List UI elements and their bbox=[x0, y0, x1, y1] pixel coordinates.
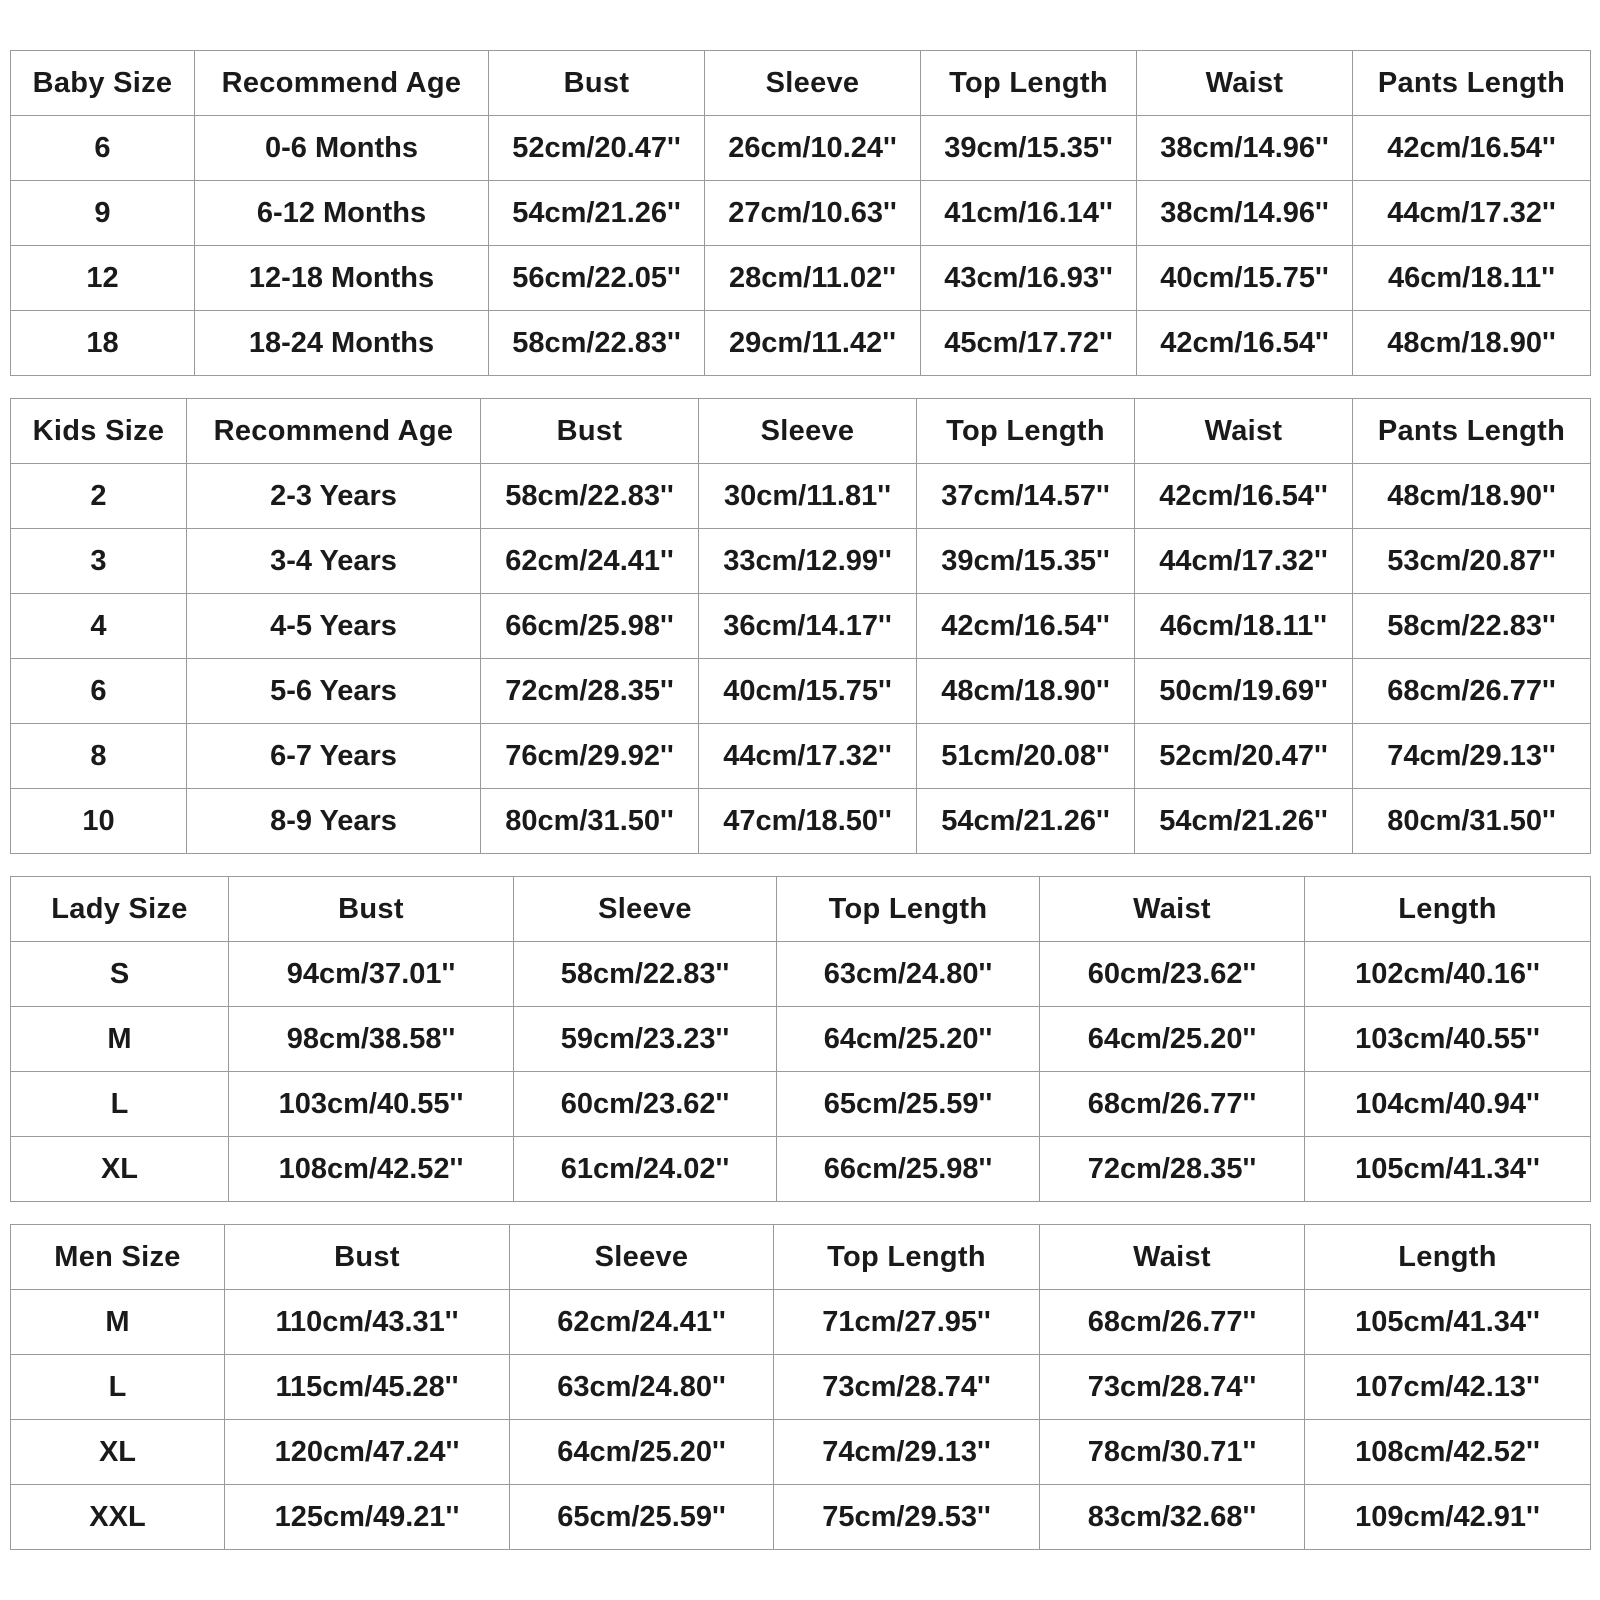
table-row bbox=[11, 1420, 1591, 1485]
column-header: Recommend Age bbox=[195, 51, 489, 116]
column-header: Sleeve bbox=[514, 877, 777, 942]
measurement-cell: 28cm/11.02'' bbox=[705, 246, 921, 311]
measurement-cell: 105cm/41.34'' bbox=[1305, 1290, 1591, 1355]
measurement-cell: 43cm/16.93'' bbox=[921, 246, 1137, 311]
measurement-cell: 36cm/14.17'' bbox=[699, 594, 917, 659]
measurement-cell: 42cm/16.54'' bbox=[917, 594, 1135, 659]
baby-size-table bbox=[10, 50, 1591, 376]
measurement-cell: 52cm/20.47'' bbox=[1135, 724, 1353, 789]
size-cell: 6 bbox=[11, 116, 195, 181]
measurement-cell: 52cm/20.47'' bbox=[489, 116, 705, 181]
table-row bbox=[11, 181, 1591, 246]
measurement-cell: 60cm/23.62'' bbox=[514, 1072, 777, 1137]
table-row bbox=[11, 1072, 1591, 1137]
measurement-cell: 42cm/16.54'' bbox=[1353, 116, 1591, 181]
measurement-cell: 102cm/40.16'' bbox=[1305, 942, 1591, 1007]
measurement-cell: 38cm/14.96'' bbox=[1137, 116, 1353, 181]
measurement-cell: 104cm/40.94'' bbox=[1305, 1072, 1591, 1137]
measurement-cell: 29cm/11.42'' bbox=[705, 311, 921, 376]
measurement-cell: 115cm/45.28'' bbox=[225, 1355, 510, 1420]
measurement-cell: 62cm/24.41'' bbox=[510, 1290, 774, 1355]
lady-size-table bbox=[10, 876, 1591, 1202]
measurement-cell: 68cm/26.77'' bbox=[1353, 659, 1591, 724]
size-cell: L bbox=[11, 1072, 229, 1137]
column-header: Sleeve bbox=[699, 399, 917, 464]
measurement-cell: 64cm/25.20'' bbox=[510, 1420, 774, 1485]
size-cell: 8 bbox=[11, 724, 187, 789]
size-cell: 18 bbox=[11, 311, 195, 376]
measurement-cell: 74cm/29.13'' bbox=[774, 1420, 1040, 1485]
measurement-cell: 98cm/38.58'' bbox=[229, 1007, 514, 1072]
size-cell: 6 bbox=[11, 659, 187, 724]
size-cell: 12 bbox=[11, 246, 195, 311]
measurement-cell: 6-12 Months bbox=[195, 181, 489, 246]
measurement-cell: 120cm/47.24'' bbox=[225, 1420, 510, 1485]
measurement-cell: 44cm/17.32'' bbox=[1135, 529, 1353, 594]
column-header: Sleeve bbox=[510, 1225, 774, 1290]
measurement-cell: 94cm/37.01'' bbox=[229, 942, 514, 1007]
measurement-cell: 58cm/22.83'' bbox=[1353, 594, 1591, 659]
table-row bbox=[11, 724, 1591, 789]
measurement-cell: 37cm/14.57'' bbox=[917, 464, 1135, 529]
measurement-cell: 44cm/17.32'' bbox=[1353, 181, 1591, 246]
column-header: Pants Length bbox=[1353, 51, 1591, 116]
measurement-cell: 66cm/25.98'' bbox=[481, 594, 699, 659]
measurement-cell: 64cm/25.20'' bbox=[1040, 1007, 1305, 1072]
measurement-cell: 103cm/40.55'' bbox=[1305, 1007, 1591, 1072]
measurement-cell: 39cm/15.35'' bbox=[921, 116, 1137, 181]
measurement-cell: 72cm/28.35'' bbox=[1040, 1137, 1305, 1202]
measurement-cell: 75cm/29.53'' bbox=[774, 1485, 1040, 1550]
measurement-cell: 68cm/26.77'' bbox=[1040, 1290, 1305, 1355]
measurement-cell: 2-3 Years bbox=[187, 464, 481, 529]
table-header-row bbox=[11, 1225, 1591, 1290]
measurement-cell: 18-24 Months bbox=[195, 311, 489, 376]
measurement-cell: 109cm/42.91'' bbox=[1305, 1485, 1591, 1550]
column-header: Waist bbox=[1137, 51, 1353, 116]
measurement-cell: 51cm/20.08'' bbox=[917, 724, 1135, 789]
table-row bbox=[11, 529, 1591, 594]
measurement-cell: 74cm/29.13'' bbox=[1353, 724, 1591, 789]
table-row bbox=[11, 1290, 1591, 1355]
size-cell: M bbox=[11, 1290, 225, 1355]
measurement-cell: 46cm/18.11'' bbox=[1135, 594, 1353, 659]
measurement-cell: 50cm/19.69'' bbox=[1135, 659, 1353, 724]
size-cell: XL bbox=[11, 1420, 225, 1485]
measurement-cell: 66cm/25.98'' bbox=[777, 1137, 1040, 1202]
column-header: Bust bbox=[481, 399, 699, 464]
column-header: Bust bbox=[229, 877, 514, 942]
column-header: Sleeve bbox=[705, 51, 921, 116]
table-header-row bbox=[11, 399, 1591, 464]
measurement-cell: 42cm/16.54'' bbox=[1135, 464, 1353, 529]
measurement-cell: 83cm/32.68'' bbox=[1040, 1485, 1305, 1550]
column-header: Pants Length bbox=[1353, 399, 1591, 464]
measurement-cell: 63cm/24.80'' bbox=[510, 1355, 774, 1420]
measurement-cell: 110cm/43.31'' bbox=[225, 1290, 510, 1355]
table-row bbox=[11, 311, 1591, 376]
column-header: Top Length bbox=[777, 877, 1040, 942]
column-header: Length bbox=[1305, 1225, 1591, 1290]
measurement-cell: 63cm/24.80'' bbox=[777, 942, 1040, 1007]
measurement-cell: 56cm/22.05'' bbox=[489, 246, 705, 311]
table-row bbox=[11, 1007, 1591, 1072]
column-header: Top Length bbox=[774, 1225, 1040, 1290]
measurement-cell: 48cm/18.90'' bbox=[1353, 464, 1591, 529]
column-header: Top Length bbox=[917, 399, 1135, 464]
measurement-cell: 26cm/10.24'' bbox=[705, 116, 921, 181]
column-header: Kids Size bbox=[11, 399, 187, 464]
measurement-cell: 42cm/16.54'' bbox=[1137, 311, 1353, 376]
measurement-cell: 54cm/21.26'' bbox=[917, 789, 1135, 854]
size-cell: XL bbox=[11, 1137, 229, 1202]
column-header: Waist bbox=[1040, 1225, 1305, 1290]
column-header: Recommend Age bbox=[187, 399, 481, 464]
table-row bbox=[11, 659, 1591, 724]
measurement-cell: 78cm/30.71'' bbox=[1040, 1420, 1305, 1485]
measurement-cell: 108cm/42.52'' bbox=[229, 1137, 514, 1202]
size-cell: XXL bbox=[11, 1485, 225, 1550]
column-header: Top Length bbox=[921, 51, 1137, 116]
measurement-cell: 65cm/25.59'' bbox=[777, 1072, 1040, 1137]
measurement-cell: 107cm/42.13'' bbox=[1305, 1355, 1591, 1420]
measurement-cell: 72cm/28.35'' bbox=[481, 659, 699, 724]
measurement-cell: 76cm/29.92'' bbox=[481, 724, 699, 789]
table-row bbox=[11, 1355, 1591, 1420]
measurement-cell: 44cm/17.32'' bbox=[699, 724, 917, 789]
measurement-cell: 48cm/18.90'' bbox=[1353, 311, 1591, 376]
measurement-cell: 33cm/12.99'' bbox=[699, 529, 917, 594]
measurement-cell: 0-6 Months bbox=[195, 116, 489, 181]
column-header: Waist bbox=[1135, 399, 1353, 464]
measurement-cell: 8-9 Years bbox=[187, 789, 481, 854]
table-header-row bbox=[11, 877, 1591, 942]
measurement-cell: 47cm/18.50'' bbox=[699, 789, 917, 854]
column-header: Bust bbox=[489, 51, 705, 116]
table-row bbox=[11, 594, 1591, 659]
measurement-cell: 41cm/16.14'' bbox=[921, 181, 1137, 246]
measurement-cell: 73cm/28.74'' bbox=[774, 1355, 1040, 1420]
size-cell: 9 bbox=[11, 181, 195, 246]
measurement-cell: 3-4 Years bbox=[187, 529, 481, 594]
measurement-cell: 80cm/31.50'' bbox=[481, 789, 699, 854]
measurement-cell: 40cm/15.75'' bbox=[1137, 246, 1353, 311]
measurement-cell: 62cm/24.41'' bbox=[481, 529, 699, 594]
column-header: Men Size bbox=[11, 1225, 225, 1290]
table-row bbox=[11, 246, 1591, 311]
measurement-cell: 54cm/21.26'' bbox=[489, 181, 705, 246]
size-cell: L bbox=[11, 1355, 225, 1420]
measurement-cell: 65cm/25.59'' bbox=[510, 1485, 774, 1550]
measurement-cell: 39cm/15.35'' bbox=[917, 529, 1135, 594]
table-row bbox=[11, 1137, 1591, 1202]
measurement-cell: 40cm/15.75'' bbox=[699, 659, 917, 724]
size-cell: M bbox=[11, 1007, 229, 1072]
measurement-cell: 27cm/10.63'' bbox=[705, 181, 921, 246]
measurement-cell: 38cm/14.96'' bbox=[1137, 181, 1353, 246]
measurement-cell: 71cm/27.95'' bbox=[774, 1290, 1040, 1355]
measurement-cell: 108cm/42.52'' bbox=[1305, 1420, 1591, 1485]
measurement-cell: 58cm/22.83'' bbox=[489, 311, 705, 376]
measurement-cell: 103cm/40.55'' bbox=[229, 1072, 514, 1137]
measurement-cell: 12-18 Months bbox=[195, 246, 489, 311]
table-row bbox=[11, 116, 1591, 181]
measurement-cell: 60cm/23.62'' bbox=[1040, 942, 1305, 1007]
measurement-cell: 80cm/31.50'' bbox=[1353, 789, 1591, 854]
measurement-cell: 48cm/18.90'' bbox=[917, 659, 1135, 724]
measurement-cell: 73cm/28.74'' bbox=[1040, 1355, 1305, 1420]
men-size-table bbox=[10, 1224, 1591, 1550]
kids-size-table bbox=[10, 398, 1591, 854]
table-row bbox=[11, 942, 1591, 1007]
measurement-cell: 105cm/41.34'' bbox=[1305, 1137, 1591, 1202]
measurement-cell: 64cm/25.20'' bbox=[777, 1007, 1040, 1072]
size-cell: 3 bbox=[11, 529, 187, 594]
measurement-cell: 53cm/20.87'' bbox=[1353, 529, 1591, 594]
measurement-cell: 59cm/23.23'' bbox=[514, 1007, 777, 1072]
column-header: Waist bbox=[1040, 877, 1305, 942]
measurement-cell: 45cm/17.72'' bbox=[921, 311, 1137, 376]
size-cell: 10 bbox=[11, 789, 187, 854]
size-cell: 2 bbox=[11, 464, 187, 529]
table-header-row bbox=[11, 51, 1591, 116]
measurement-cell: 30cm/11.81'' bbox=[699, 464, 917, 529]
size-cell: S bbox=[11, 942, 229, 1007]
measurement-cell: 125cm/49.21'' bbox=[225, 1485, 510, 1550]
measurement-cell: 46cm/18.11'' bbox=[1353, 246, 1591, 311]
column-header: Length bbox=[1305, 877, 1591, 942]
measurement-cell: 68cm/26.77'' bbox=[1040, 1072, 1305, 1137]
measurement-cell: 5-6 Years bbox=[187, 659, 481, 724]
measurement-cell: 58cm/22.83'' bbox=[514, 942, 777, 1007]
measurement-cell: 6-7 Years bbox=[187, 724, 481, 789]
column-header: Bust bbox=[225, 1225, 510, 1290]
measurement-cell: 61cm/24.02'' bbox=[514, 1137, 777, 1202]
column-header: Baby Size bbox=[11, 51, 195, 116]
measurement-cell: 58cm/22.83'' bbox=[481, 464, 699, 529]
size-cell: 4 bbox=[11, 594, 187, 659]
table-row bbox=[11, 789, 1591, 854]
measurement-cell: 54cm/21.26'' bbox=[1135, 789, 1353, 854]
table-row bbox=[11, 464, 1591, 529]
table-row bbox=[11, 1485, 1591, 1550]
measurement-cell: 4-5 Years bbox=[187, 594, 481, 659]
column-header: Lady Size bbox=[11, 877, 229, 942]
